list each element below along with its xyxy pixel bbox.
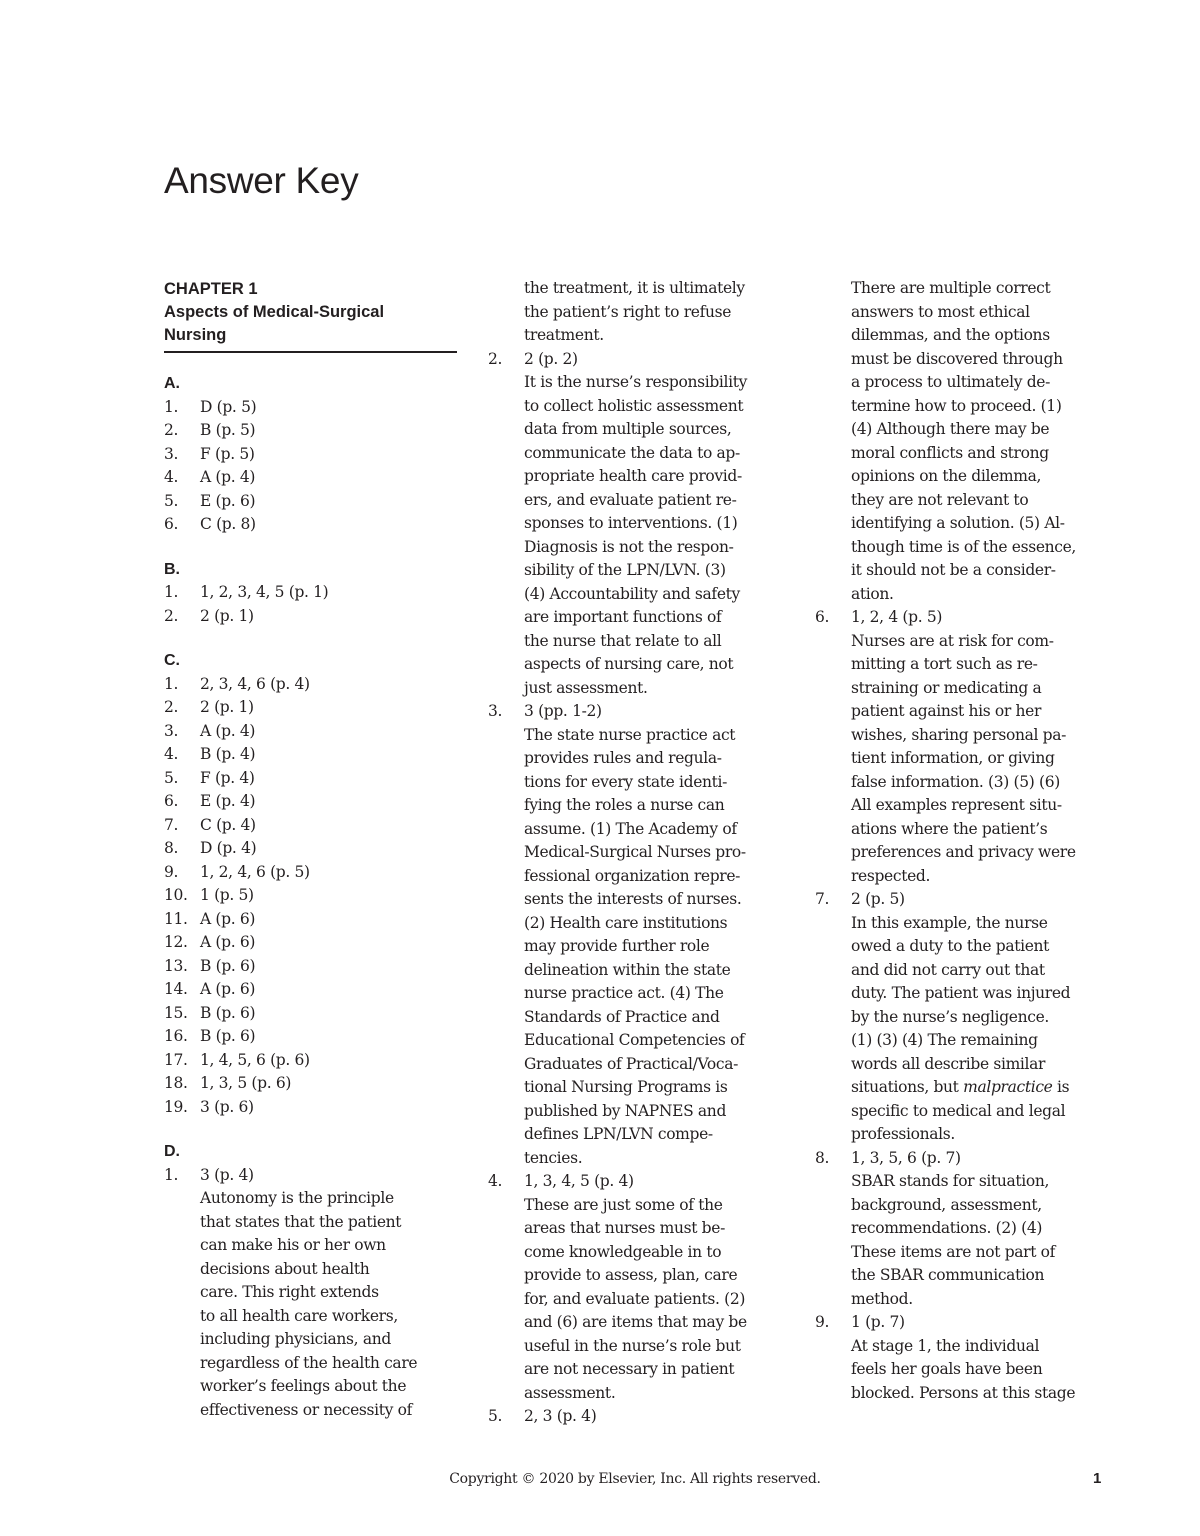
list-item xyxy=(488,1170,788,1405)
rationale-line: they are not relevant to xyxy=(851,490,1029,509)
item-number: 15. xyxy=(164,1003,188,1022)
item-answer: C (p. 8) xyxy=(200,515,256,533)
rationale-line: identifying a solution. (5) Al- xyxy=(851,514,1065,532)
footer-copyright: Copyright © 2020 by Elsevier, Inc. All rights reserved. xyxy=(449,1471,821,1487)
item-answer: 1, 4, 5, 6 (p. 6) xyxy=(200,1050,310,1069)
rationale-line: Standards of Practice and xyxy=(524,1007,720,1026)
item-rationale xyxy=(200,1187,457,1422)
list-item xyxy=(164,696,457,720)
chapter-subtitle-line1: Aspects of Medical-Surgical xyxy=(164,303,385,321)
list-item xyxy=(164,419,457,443)
chapter-subtitle-line2: Nursing xyxy=(164,326,227,344)
list-item xyxy=(488,1405,788,1429)
section-a-list xyxy=(164,396,457,537)
rationale-line: preferences and privacy were xyxy=(851,843,1076,861)
list-item xyxy=(164,931,457,955)
list-item xyxy=(815,606,1115,888)
rationale-line: effectiveness or necessity of xyxy=(200,1400,412,1419)
item-answer: 1, 3, 5, 6 (p. 7) xyxy=(851,1148,961,1167)
list-item xyxy=(164,1072,457,1096)
item-number: 4. xyxy=(164,468,179,486)
rationale-line: Nurses are at risk for com- xyxy=(851,631,1054,650)
item-rationale-continued xyxy=(488,277,788,348)
rationale-line: duty. The patient was injured xyxy=(851,984,1071,1002)
rationale-line: decisions about health xyxy=(200,1259,370,1278)
rationale-line: nurse practice act. (4) The xyxy=(524,984,724,1002)
item-answer: 1 (p. 5) xyxy=(200,886,254,904)
item-body xyxy=(524,348,788,701)
italic-term: malpractice xyxy=(963,1078,1053,1096)
rationale-line: owed a duty to the patient xyxy=(851,937,1050,955)
rationale-line: care. This right extends xyxy=(200,1283,379,1301)
rationale-line: opinions on the dilemma, xyxy=(851,467,1042,485)
rationale-line: background, assessment, xyxy=(851,1195,1042,1214)
rationale-line: These items are not part of xyxy=(851,1242,1056,1261)
chapter-heading xyxy=(164,278,457,353)
rationale-line: Educational Competencies of xyxy=(524,1031,745,1049)
rationale-line: propriate health care provid- xyxy=(524,467,742,485)
column-1 xyxy=(164,278,457,1422)
rationale-line: regardless of the health care xyxy=(200,1353,418,1372)
rationale-line: It is the nurse’s responsibility xyxy=(524,373,748,391)
item-number: 5. xyxy=(488,1407,503,1425)
item-body xyxy=(524,700,788,1170)
item-body xyxy=(851,1147,1115,1312)
list-item xyxy=(164,767,457,791)
page-title: Answer Key xyxy=(164,160,359,201)
rationale-line: Autonomy is the principle xyxy=(200,1189,394,1207)
list-item xyxy=(164,884,457,908)
rationale-line: straining or medicating a xyxy=(851,678,1042,697)
item-number: 7. xyxy=(815,890,830,908)
item-answer: 3 (p. 6) xyxy=(200,1097,254,1116)
section-c-heading: C. xyxy=(164,652,180,669)
rationale-line: dilemmas, and the options xyxy=(851,326,1050,344)
page-number: 1 xyxy=(1093,1470,1102,1487)
list-item xyxy=(164,837,457,861)
rationale-line: tions for every state identi- xyxy=(524,772,728,791)
item-number: 13. xyxy=(164,956,188,975)
item-answer: D (p. 5) xyxy=(200,397,257,416)
rationale-line: must be discovered through xyxy=(851,349,1063,368)
item-answer: 1 (p. 7) xyxy=(851,1313,905,1331)
item-number: 18. xyxy=(164,1074,188,1092)
list-item xyxy=(164,490,457,514)
item-body xyxy=(851,606,1115,888)
item-answer: F (p. 4) xyxy=(200,768,255,787)
item-number: 3. xyxy=(488,702,503,720)
rationale-line: There are multiple correct xyxy=(851,279,1051,297)
rationale-line: sibility of the LPN/LVN. (3) xyxy=(524,561,726,579)
rationale-line: respected. xyxy=(851,866,931,885)
rationale-line: provides rules and regula- xyxy=(524,749,722,767)
item-answer: 2 (p. 1) xyxy=(200,606,254,625)
item-number: 11. xyxy=(164,909,188,928)
rationale-line: the nurse that relate to all xyxy=(524,631,722,650)
item-rationale xyxy=(851,912,1115,1077)
rationale-line: data from multiple sources, xyxy=(524,420,732,438)
rationale-line: method. xyxy=(851,1289,913,1308)
rationale-line: SBAR stands for situation, xyxy=(851,1172,1050,1190)
item-answer: 2 (p. 1) xyxy=(200,698,254,716)
rationale-line: words all describe similar xyxy=(851,1054,1046,1073)
rationale-line: the treatment, it is ultimately xyxy=(524,279,745,297)
item-number: 5. xyxy=(164,491,179,510)
rationale-line: tional Nursing Programs is xyxy=(524,1078,728,1096)
item-rationale xyxy=(851,1100,1115,1147)
item-answer: A (p. 6) xyxy=(200,909,256,928)
item-answer: B (p. 6) xyxy=(200,1003,256,1022)
item-rationale xyxy=(851,630,1115,889)
item-answer: 3 (pp. 1-2) xyxy=(524,702,602,720)
rationale-line: tient information, or giving xyxy=(851,749,1055,767)
rationale-line: may provide further role xyxy=(524,937,710,955)
list-item xyxy=(164,814,457,838)
item-answer: 2, 3 (p. 4) xyxy=(524,1407,597,1425)
item-answer: A (p. 4) xyxy=(200,721,256,740)
item-answer: B (p. 6) xyxy=(200,956,256,975)
item-number: 19. xyxy=(164,1097,188,1116)
rationale-line: treatment. xyxy=(524,326,604,344)
item-rationale xyxy=(524,1194,788,1406)
list-item xyxy=(164,396,457,420)
rationale-line: for, and evaluate patients. (2) xyxy=(524,1289,746,1308)
rationale-line: (4) Although there may be xyxy=(851,420,1050,438)
column-2 xyxy=(488,277,788,1429)
rationale-line: In this example, the nurse xyxy=(851,913,1048,932)
rationale-line: provide to assess, plan, care xyxy=(524,1266,738,1284)
rationale-line: defines LPN/LVN compe- xyxy=(524,1125,713,1143)
list-item xyxy=(488,348,788,701)
rationale-line: termine how to proceed. (1) xyxy=(851,396,1062,415)
item-rationale xyxy=(851,1335,1115,1406)
item-answer: F (p. 5) xyxy=(200,444,255,463)
list-item xyxy=(164,908,457,932)
item-number: 8. xyxy=(164,839,179,857)
rationale-line: (1) (3) (4) The remaining xyxy=(851,1031,1038,1049)
rationale-line: communicate the data to ap- xyxy=(524,443,740,462)
rationale-line: recommendations. (2) (4) xyxy=(851,1219,1043,1237)
list-item xyxy=(164,605,457,629)
item-number: 4. xyxy=(164,745,179,763)
item-rationale-continued xyxy=(815,277,1115,606)
item-answer: B (p. 4) xyxy=(200,745,256,763)
item-answer: 2, 3, 4, 6 (p. 4) xyxy=(200,674,310,693)
item-number: 2. xyxy=(164,421,179,439)
rationale-line: feels her goals have been xyxy=(851,1360,1043,1378)
list-item xyxy=(164,743,457,767)
rationale-line: including physicians, and xyxy=(200,1330,391,1348)
rationale-line: the patient’s right to refuse xyxy=(524,302,732,321)
section-a-heading: A. xyxy=(164,375,180,392)
section-b-list xyxy=(164,581,457,628)
item-answer: E (p. 4) xyxy=(200,792,256,810)
rationale-line: specific to medical and legal xyxy=(851,1101,1066,1120)
rationale-line: Graduates of Practical/Voca- xyxy=(524,1054,738,1073)
item-number: 16. xyxy=(164,1027,188,1045)
item-number: 6. xyxy=(815,608,830,626)
item-answer: 1, 3, 5 (p. 6) xyxy=(200,1074,292,1092)
item-number: 2. xyxy=(164,698,179,716)
list-item xyxy=(164,955,457,979)
item-answer: 2 (p. 2) xyxy=(524,349,578,368)
item-number: 2. xyxy=(488,349,503,368)
section-d-heading: D. xyxy=(164,1143,180,1160)
item-number: 1. xyxy=(164,583,179,601)
list-item xyxy=(164,443,457,467)
item-number: 1. xyxy=(164,1165,179,1184)
rationale-line: a process to ultimately de- xyxy=(851,373,1050,391)
rationale-line: These are just some of the xyxy=(524,1195,723,1214)
rationale-line: blocked. Persons at this stage xyxy=(851,1383,1076,1402)
list-item xyxy=(815,888,1115,1147)
rationale-line: to all health care workers, xyxy=(200,1306,398,1325)
rationale-line: answers to most ethical xyxy=(851,302,1030,321)
item-body xyxy=(851,1311,1115,1405)
item-number: 1. xyxy=(164,397,179,416)
list-item xyxy=(164,1164,457,1423)
item-answer: A (p. 6) xyxy=(200,933,256,951)
item-number: 9. xyxy=(164,862,179,881)
item-answer: D (p. 4) xyxy=(200,839,257,857)
rationale-line: areas that nurses must be- xyxy=(524,1219,725,1237)
list-item xyxy=(164,861,457,885)
item-number: 12. xyxy=(164,933,188,951)
item-answer: B (p. 6) xyxy=(200,1027,256,1045)
rationale-line: (4) Accountability and safety xyxy=(524,584,740,603)
rationale-line: by the nurse’s negligence. xyxy=(851,1007,1049,1026)
list-item xyxy=(164,978,457,1002)
item-number: 17. xyxy=(164,1050,188,1069)
text-run: situations, but xyxy=(851,1078,964,1096)
list-item xyxy=(164,790,457,814)
rationale-line: fessional organization repre- xyxy=(524,866,741,885)
rationale-line: assume. (1) The Academy of xyxy=(524,819,737,838)
item-answer: B (p. 5) xyxy=(200,421,256,439)
rationale-line: can make his or her own xyxy=(200,1236,386,1254)
rationale-line: sents the interests of nurses. xyxy=(524,890,742,908)
rationale-line: At stage 1, the individual xyxy=(851,1336,1040,1355)
rationale-line: Medical-Surgical Nurses pro- xyxy=(524,843,746,861)
item-number: 5. xyxy=(164,768,179,787)
rationale-line xyxy=(851,1076,1115,1100)
rationale-line: published by NAPNES and xyxy=(524,1101,727,1120)
item-answer: 3 (p. 4) xyxy=(200,1165,254,1184)
rationale-line: aspects of nursing care, not xyxy=(524,655,734,673)
rationale-line: delineation within the state xyxy=(524,960,731,979)
rationale-line: fying the roles a nurse can xyxy=(524,796,725,814)
rationale-line: tencies. xyxy=(524,1148,583,1167)
list-item xyxy=(164,1025,457,1049)
rationale-line: useful in the nurse’s role but xyxy=(524,1336,741,1355)
item-answer: C (p. 4) xyxy=(200,815,256,834)
item-answer: A (p. 4) xyxy=(200,468,256,486)
rationale-line: moral conflicts and strong xyxy=(851,443,1049,462)
list-item xyxy=(164,513,457,537)
item-body xyxy=(851,888,1115,1147)
rationale-line: mitting a tort such as re- xyxy=(851,655,1038,673)
rationale-line: come knowledgeable in to xyxy=(524,1242,722,1261)
list-item xyxy=(164,673,457,697)
item-number: 14. xyxy=(164,980,188,998)
rationale-line: it should not be a consider- xyxy=(851,561,1056,579)
rationale-line: worker’s feelings about the xyxy=(200,1377,407,1395)
item-body xyxy=(200,1164,457,1423)
item-answer: 2 (p. 5) xyxy=(851,890,905,908)
section-c-list xyxy=(164,673,457,1120)
rationale-line: just assessment. xyxy=(524,678,648,697)
item-number: 2. xyxy=(164,606,179,625)
item-number: 4. xyxy=(488,1172,503,1190)
item-answer: 1, 3, 4, 5 (p. 4) xyxy=(524,1172,634,1190)
list-item xyxy=(164,466,457,490)
rationale-line: to collect holistic assessment xyxy=(524,396,744,415)
rationale-line: professionals. xyxy=(851,1125,955,1143)
rationale-line: are important functions of xyxy=(524,608,722,626)
list-item xyxy=(164,1049,457,1073)
list-item xyxy=(164,1096,457,1120)
rationale-line: All examples represent situ- xyxy=(851,796,1062,814)
rationale-line: assessment. xyxy=(524,1383,616,1402)
item-number: 10. xyxy=(164,886,188,904)
item-answer: 1, 2, 4, 6 (p. 5) xyxy=(200,862,310,881)
rationale-line: though time is of the essence, xyxy=(851,537,1077,556)
item-number: 6. xyxy=(164,515,179,533)
section-b-heading: B. xyxy=(164,560,180,578)
item-answer: E (p. 6) xyxy=(200,491,256,510)
item-body xyxy=(524,1170,788,1405)
rationale-line: the SBAR communication xyxy=(851,1266,1045,1284)
item-number: 1. xyxy=(164,674,179,693)
rationale-line: and (6) are items that may be xyxy=(524,1313,747,1331)
rationale-line: and did not carry out that xyxy=(851,960,1045,979)
rationale-line: patient against his or her xyxy=(851,702,1042,720)
rationale-line: The state nurse practice act xyxy=(524,725,736,744)
item-number: 7. xyxy=(164,815,179,834)
rationale-line: that states that the patient xyxy=(200,1212,402,1231)
rationale-line: Diagnosis is not the respon- xyxy=(524,537,734,556)
item-number: 3. xyxy=(164,721,179,740)
column-3 xyxy=(815,277,1115,1405)
list-item xyxy=(815,1147,1115,1312)
text-run: is xyxy=(1052,1078,1070,1096)
item-answer: A (p. 6) xyxy=(200,980,256,998)
rationale-line: wishes, sharing personal pa- xyxy=(851,725,1067,744)
item-rationale xyxy=(524,724,788,1171)
rationale-line: ations where the patient’s xyxy=(851,819,1048,838)
list-item xyxy=(164,1002,457,1026)
rationale-line: (2) Health care institutions xyxy=(524,913,728,932)
list-item xyxy=(164,581,457,605)
item-rationale xyxy=(524,371,788,700)
rationale-line: sponses to interventions. (1) xyxy=(524,514,738,532)
rationale-line: false information. (3) (5) (6) xyxy=(851,772,1060,791)
item-rationale xyxy=(851,1170,1115,1311)
item-number: 8. xyxy=(815,1148,830,1167)
item-number: 6. xyxy=(164,792,179,810)
list-item xyxy=(164,720,457,744)
rationale-line: ers, and evaluate patient re- xyxy=(524,490,737,509)
item-answer: 1, 2, 4 (p. 5) xyxy=(851,608,943,626)
item-number: 3. xyxy=(164,444,179,463)
rationale-line: are not necessary in patient xyxy=(524,1360,735,1378)
item-answer: 1, 2, 3, 4, 5 (p. 1) xyxy=(200,583,329,601)
list-item xyxy=(488,700,788,1170)
rationale-line: ation. xyxy=(851,584,894,603)
item-body xyxy=(524,1405,788,1429)
item-number: 9. xyxy=(815,1313,830,1331)
chapter-label: CHAPTER 1 xyxy=(164,280,258,298)
list-item xyxy=(815,1311,1115,1405)
